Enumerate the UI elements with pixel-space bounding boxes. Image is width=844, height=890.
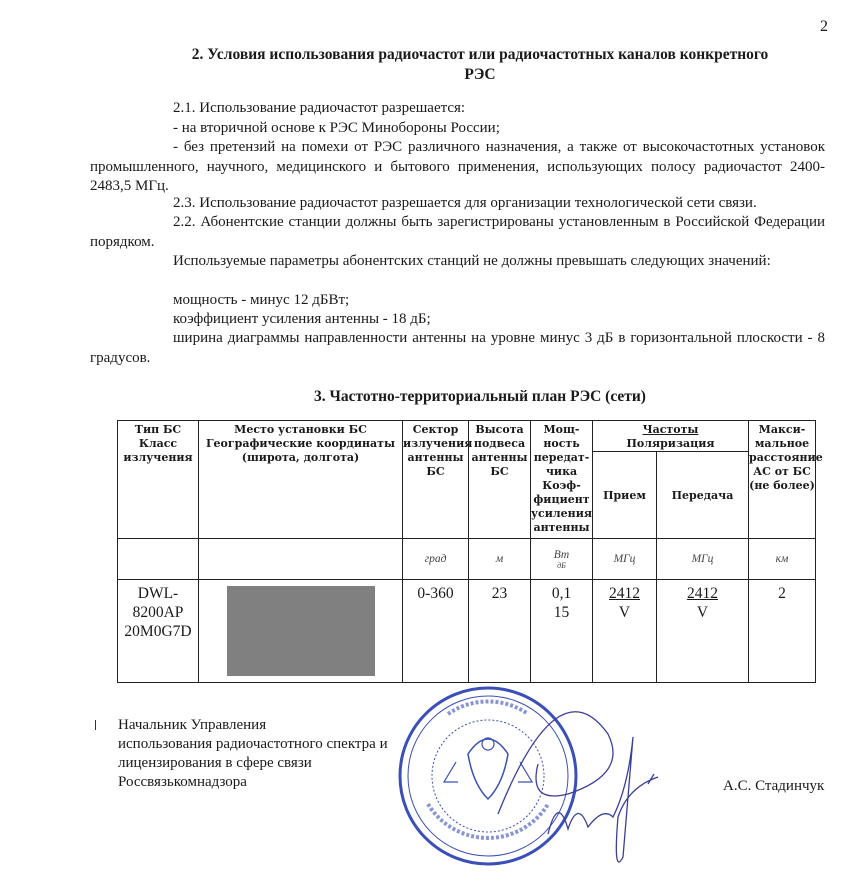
section-3-title: 3. Частотно-территориальный план РЭС (сети) <box>314 388 646 405</box>
cell-tx: 2412 V <box>657 580 749 683</box>
clause-2-2: 2.2. Абонентские станции должны быть зарегистрированы установленным в Российской Федерации порядком. <box>90 214 825 250</box>
redacted-coordinates <box>227 586 375 676</box>
cell-height: 23 <box>469 580 531 683</box>
official-stamp-icon <box>398 684 698 884</box>
cell-max-distance: 2 <box>749 580 816 683</box>
cell-type: DWL- 8200AP 20M0G7D <box>118 580 199 683</box>
header-rx: Прием <box>593 452 657 539</box>
header-height: Высота подвеса антенны БС <box>469 421 531 539</box>
header-location: Место установки БС Географические координаты (широта, долгота) <box>199 421 403 539</box>
param-gain: коэффициент усиления антенны - 18 дБ; <box>173 311 431 327</box>
signatory-position: Начальник Управления использования радиочастотного спектра и лицензирования в сфере связи Россвязькомнадзора <box>118 717 388 790</box>
header-max-distance: Макси- мальное расстояние АС от БС (не более) <box>749 421 816 539</box>
header-tx: Передача <box>657 452 749 539</box>
header-power: Мощ- ность передат- чика Коэф- фициент усиления антенны <box>531 421 593 539</box>
unit-rx: МГц <box>593 539 657 580</box>
unit-height: м <box>469 539 531 580</box>
bullet-no-claims: - без претензий на помехи от РЭС различного назначения, а также от высокочастотных установок промышленного, научного, медицинского и бытового применения, использующих полосу радиочастот 2400-2483,5 МГц. <box>90 139 825 194</box>
clause-2-1: 2.1. Использование радиочастот разрешается: <box>173 100 466 116</box>
header-row <box>118 421 816 452</box>
unit-sector: град <box>403 539 469 580</box>
cell-sector: 0-360 <box>403 580 469 683</box>
signatory-name: А.С. Стадинчук <box>723 778 825 794</box>
unit-distance: км <box>749 539 816 580</box>
section-2-title: 2. Условия использования радиочастот или радиочастотных каналов конкретного РЭС <box>191 46 769 83</box>
cell-location <box>199 580 403 683</box>
clause-2-3: 2.3. Использование радиочастот разрешается для организации технологической сети связи. <box>173 195 757 211</box>
margin-mark <box>95 720 96 730</box>
cell-rx: 2412 V <box>593 580 657 683</box>
table-row <box>118 580 816 683</box>
param-power: мощность - минус 12 дБВт; <box>173 292 350 308</box>
frequency-plan-table <box>117 420 823 683</box>
params-intro: Используемые параметры абонентских станций не должны превышать следующих значений: <box>173 253 771 269</box>
unit-tx: МГц <box>657 539 749 580</box>
header-sector: Сектор излучения антенны БС <box>403 421 469 539</box>
header-type: Тип БС Класс излучения <box>118 421 199 539</box>
param-beamwidth: ширина диаграммы направленности антенны на уровне минус 3 дБ в горизонтальной плоскости - 8 градусов. <box>90 330 825 366</box>
page-number: 2 <box>820 18 828 35</box>
header-frequencies: Частоты Поляризация <box>593 421 749 452</box>
bullet-secondary-basis: - на вторичной основе к РЭС Минобороны России; <box>173 120 500 136</box>
cell-power: 0,1 15 <box>531 580 593 683</box>
unit-power: Вт дБ <box>531 539 593 580</box>
units-row <box>118 539 816 580</box>
